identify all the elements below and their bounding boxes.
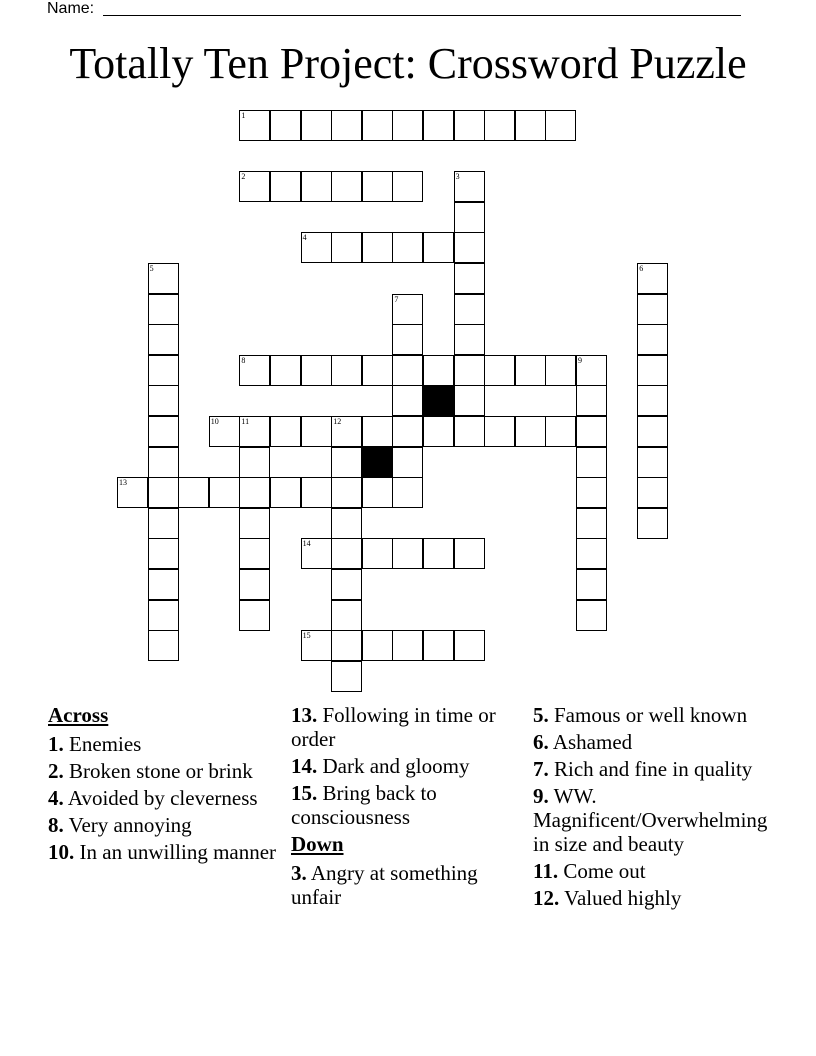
crossword-cell[interactable] bbox=[637, 508, 668, 539]
clue-number: 8 bbox=[241, 355, 246, 365]
clue-number-label: 4. bbox=[48, 786, 64, 810]
crossword-cell[interactable] bbox=[392, 477, 423, 508]
crossword-cell[interactable] bbox=[331, 508, 362, 539]
crossword-cell[interactable] bbox=[484, 110, 515, 141]
down-clue-list-continued bbox=[533, 703, 773, 910]
crossword-cell[interactable] bbox=[331, 171, 362, 202]
clue-item bbox=[48, 813, 278, 837]
clue-number: 13 bbox=[119, 478, 127, 488]
crossword-cell[interactable] bbox=[545, 355, 576, 386]
crossword-cell[interactable] bbox=[331, 110, 362, 141]
crossword-cell[interactable] bbox=[270, 477, 301, 508]
clue-number: 14 bbox=[302, 539, 311, 549]
crossword-cell[interactable] bbox=[423, 110, 454, 141]
clue-number-label: 3. bbox=[291, 861, 307, 885]
crossword-cell[interactable] bbox=[362, 110, 393, 141]
clue-text: In an unwilling manner bbox=[74, 840, 277, 864]
crossword-cell-7[interactable] bbox=[392, 294, 423, 325]
clue-number: 9 bbox=[578, 355, 582, 365]
crossword-cell[interactable] bbox=[637, 355, 668, 386]
clues-column-2 bbox=[291, 703, 521, 912]
crossword-cell[interactable] bbox=[301, 416, 332, 447]
crossword-cell[interactable] bbox=[362, 538, 393, 569]
crossword-cell[interactable] bbox=[392, 416, 423, 447]
crossword-cell[interactable] bbox=[331, 600, 362, 631]
crossword-cell[interactable] bbox=[148, 508, 179, 539]
clue-item bbox=[291, 703, 521, 751]
crossword-cell[interactable] bbox=[454, 355, 485, 386]
crossword-cell-6[interactable] bbox=[637, 263, 668, 294]
clue-number-label: 12. bbox=[533, 886, 560, 910]
crossword-cell[interactable] bbox=[392, 110, 423, 141]
crossword-cell[interactable] bbox=[392, 355, 423, 386]
clue-text: Following in time or order bbox=[291, 703, 496, 751]
crossword-cell[interactable] bbox=[362, 232, 393, 263]
crossword-cell[interactable] bbox=[637, 447, 668, 478]
clue-text: Avoided by cleverness bbox=[63, 786, 258, 810]
crossword-cell[interactable] bbox=[637, 294, 668, 325]
clue-number-label: 15. bbox=[291, 781, 318, 805]
clue-item bbox=[291, 781, 521, 829]
crossword-cell[interactable] bbox=[484, 355, 515, 386]
crossword-cell[interactable] bbox=[148, 355, 179, 386]
crossword-cell[interactable] bbox=[362, 355, 393, 386]
crossword-cell[interactable] bbox=[637, 324, 668, 355]
clue-item bbox=[533, 703, 773, 727]
crossword-cell[interactable] bbox=[331, 569, 362, 600]
crossword-cell-3[interactable] bbox=[454, 171, 485, 202]
crossword-cell[interactable] bbox=[454, 232, 485, 263]
across-clue-list bbox=[48, 732, 278, 864]
clue-item bbox=[48, 840, 278, 864]
crossword-cell[interactable] bbox=[148, 447, 179, 478]
crossword-cell[interactable] bbox=[148, 324, 179, 355]
clue-number: 11 bbox=[241, 417, 250, 426]
clue-item bbox=[533, 784, 773, 856]
crossword-cell[interactable] bbox=[576, 569, 607, 600]
clue-text: Very annoying bbox=[63, 813, 192, 837]
clue-text: Bring back to consciousness bbox=[291, 781, 437, 829]
clue-item bbox=[291, 754, 521, 778]
clue-text: WW. Magnificent/Overwhelming in size and beauty bbox=[533, 784, 768, 856]
crossword-cell[interactable] bbox=[239, 508, 270, 539]
crossword-cell[interactable] bbox=[362, 630, 393, 661]
crossword-cell[interactable] bbox=[637, 477, 668, 508]
crossword-cell-8[interactable] bbox=[239, 355, 270, 386]
crossword-cell[interactable] bbox=[148, 416, 179, 447]
crossword-cell[interactable] bbox=[392, 447, 423, 478]
clue-number: 1 bbox=[241, 111, 246, 120]
crossword-cell[interactable] bbox=[515, 416, 546, 447]
clue-number-label: 13. bbox=[291, 703, 318, 727]
clue-text: Valued highly bbox=[559, 886, 682, 910]
crossword-cell[interactable] bbox=[454, 538, 485, 569]
clue-number-label: 14. bbox=[291, 754, 318, 778]
crossword-cell[interactable] bbox=[576, 416, 607, 447]
crossword-cell[interactable] bbox=[239, 538, 270, 569]
clue-item bbox=[533, 730, 773, 754]
crossword-cell[interactable] bbox=[454, 110, 485, 141]
crossword-cell[interactable] bbox=[239, 600, 270, 631]
crossword-cell[interactable] bbox=[331, 447, 362, 478]
crossword-cell[interactable] bbox=[576, 385, 607, 416]
crossword-cell[interactable] bbox=[545, 110, 576, 141]
crossword-cell-10[interactable] bbox=[209, 416, 240, 447]
crossword-cell[interactable] bbox=[270, 355, 301, 386]
crossword-cell[interactable] bbox=[239, 477, 270, 508]
clue-item bbox=[533, 757, 773, 781]
clue-item bbox=[48, 732, 278, 756]
crossword-cell[interactable] bbox=[301, 355, 332, 386]
crossword-cell[interactable] bbox=[362, 477, 393, 508]
crossword-cell[interactable] bbox=[239, 447, 270, 478]
crossword-cell-5[interactable] bbox=[148, 263, 179, 294]
clue-number-label: 6. bbox=[533, 730, 549, 754]
clue-number-label: 10. bbox=[48, 840, 75, 864]
clue-number: 12 bbox=[333, 417, 342, 426]
clue-item bbox=[48, 786, 278, 810]
crossword-cell[interactable] bbox=[515, 110, 546, 141]
clue-text: Enemies bbox=[63, 732, 142, 756]
clue-number-label: 5. bbox=[533, 703, 549, 727]
crossword-cell-9[interactable] bbox=[576, 355, 607, 386]
black-cell bbox=[423, 385, 454, 416]
crossword-cell[interactable] bbox=[392, 385, 423, 416]
crossword-cell[interactable] bbox=[148, 294, 179, 325]
crossword-cell[interactable] bbox=[331, 477, 362, 508]
crossword-cell[interactable] bbox=[545, 416, 576, 447]
crossword-cell-14[interactable] bbox=[301, 538, 332, 569]
crossword-cell-2[interactable] bbox=[239, 171, 270, 202]
crossword-cell[interactable] bbox=[576, 508, 607, 539]
clues-column-1 bbox=[48, 703, 278, 867]
clue-number-label: 11. bbox=[533, 859, 559, 883]
clue-item bbox=[533, 859, 773, 883]
crossword-cell[interactable] bbox=[454, 385, 485, 416]
clue-number-label: 7. bbox=[533, 757, 549, 781]
crossword-cell[interactable] bbox=[423, 416, 454, 447]
clue-number: 7 bbox=[394, 294, 399, 304]
crossword-cell[interactable] bbox=[454, 202, 485, 233]
down-clue-list bbox=[291, 861, 521, 909]
clue-text: Angry at something unfair bbox=[291, 861, 478, 909]
crossword-cell[interactable] bbox=[392, 171, 423, 202]
clue-item bbox=[48, 759, 278, 783]
crossword-cell[interactable] bbox=[148, 630, 179, 661]
clue-number: 4 bbox=[302, 233, 307, 243]
clue-text: Dark and gloomy bbox=[317, 754, 470, 778]
crossword-cell-12[interactable] bbox=[331, 416, 362, 447]
crossword-cell[interactable] bbox=[637, 385, 668, 416]
clue-text: Ashamed bbox=[548, 730, 633, 754]
crossword-cell[interactable] bbox=[576, 447, 607, 478]
crossword-cell[interactable] bbox=[423, 355, 454, 386]
clue-text: Famous or well known bbox=[548, 703, 748, 727]
crossword-cell-13[interactable] bbox=[117, 477, 148, 508]
clue-number-label: 1. bbox=[48, 732, 64, 756]
crossword-cell[interactable] bbox=[239, 569, 270, 600]
crossword-cell[interactable] bbox=[270, 416, 301, 447]
clue-number: 3 bbox=[455, 172, 460, 182]
crossword-cell[interactable] bbox=[423, 630, 454, 661]
crossword-cell[interactable] bbox=[148, 569, 179, 600]
crossword-cell[interactable] bbox=[178, 477, 209, 508]
crossword-cell[interactable] bbox=[148, 538, 179, 569]
crossword-cell[interactable] bbox=[301, 171, 332, 202]
clue-number: 15 bbox=[302, 631, 311, 641]
crossword-cell-1[interactable] bbox=[239, 110, 270, 141]
crossword-cell[interactable] bbox=[301, 110, 332, 141]
crossword-cell[interactable] bbox=[331, 630, 362, 661]
crossword-cell[interactable] bbox=[423, 232, 454, 263]
across-clue-list-continued bbox=[291, 703, 521, 829]
crossword-cell[interactable] bbox=[454, 630, 485, 661]
crossword-cell[interactable] bbox=[454, 416, 485, 447]
crossword-cell[interactable] bbox=[209, 477, 240, 508]
black-cell bbox=[362, 447, 393, 478]
crossword-cell[interactable] bbox=[392, 232, 423, 263]
crossword-cell[interactable] bbox=[270, 171, 301, 202]
crossword-cell[interactable] bbox=[423, 538, 454, 569]
crossword-cell[interactable] bbox=[362, 416, 393, 447]
crossword-cell[interactable] bbox=[331, 538, 362, 569]
crossword-cell[interactable] bbox=[576, 600, 607, 631]
across-heading: Across bbox=[48, 703, 109, 727]
page-title: Totally Ten Project: Crossword Puzzle bbox=[69, 39, 747, 88]
clue-number-label: 8. bbox=[48, 813, 64, 837]
clue-item bbox=[291, 861, 521, 909]
crossword-cell[interactable] bbox=[576, 538, 607, 569]
crossword-cell-15[interactable] bbox=[301, 630, 332, 661]
clue-number: 5 bbox=[149, 264, 154, 273]
crossword-cell[interactable] bbox=[148, 385, 179, 416]
crossword-cell-11[interactable] bbox=[239, 416, 270, 447]
clue-text: Come out bbox=[558, 859, 646, 883]
clue-text: Rich and fine in quality bbox=[548, 757, 753, 781]
crossword-cell[interactable] bbox=[454, 294, 485, 325]
crossword-cell[interactable] bbox=[392, 538, 423, 569]
crossword-cell[interactable] bbox=[331, 661, 362, 692]
clue-item bbox=[533, 886, 773, 910]
crossword-cell[interactable] bbox=[454, 263, 485, 294]
down-heading: Down bbox=[291, 832, 344, 856]
name-label: Name: bbox=[47, 0, 95, 17]
clue-number-label: 2. bbox=[48, 759, 64, 783]
crossword-cell[interactable] bbox=[331, 232, 362, 263]
crossword-cell[interactable] bbox=[148, 477, 179, 508]
crossword-cell[interactable] bbox=[362, 171, 393, 202]
clues-column-3 bbox=[533, 703, 773, 913]
clue-text: Broken stone or brink bbox=[63, 759, 253, 783]
crossword-cell[interactable] bbox=[515, 355, 546, 386]
crossword-cell[interactable] bbox=[484, 416, 515, 447]
crossword-cell[interactable] bbox=[392, 630, 423, 661]
crossword-cell[interactable] bbox=[301, 477, 332, 508]
crossword-cell[interactable] bbox=[637, 416, 668, 447]
clue-number: 2 bbox=[241, 172, 246, 182]
crossword-cell[interactable] bbox=[576, 477, 607, 508]
clue-number-label: 9. bbox=[533, 784, 549, 808]
crossword-cell[interactable] bbox=[270, 110, 301, 141]
crossword-cell[interactable] bbox=[148, 600, 179, 631]
crossword-cell[interactable] bbox=[392, 324, 423, 355]
crossword-cell-4[interactable] bbox=[301, 232, 332, 263]
crossword-cell[interactable] bbox=[454, 324, 485, 355]
crossword-cell[interactable] bbox=[331, 355, 362, 386]
clue-number: 6 bbox=[639, 264, 644, 273]
clue-number: 10 bbox=[210, 417, 219, 426]
